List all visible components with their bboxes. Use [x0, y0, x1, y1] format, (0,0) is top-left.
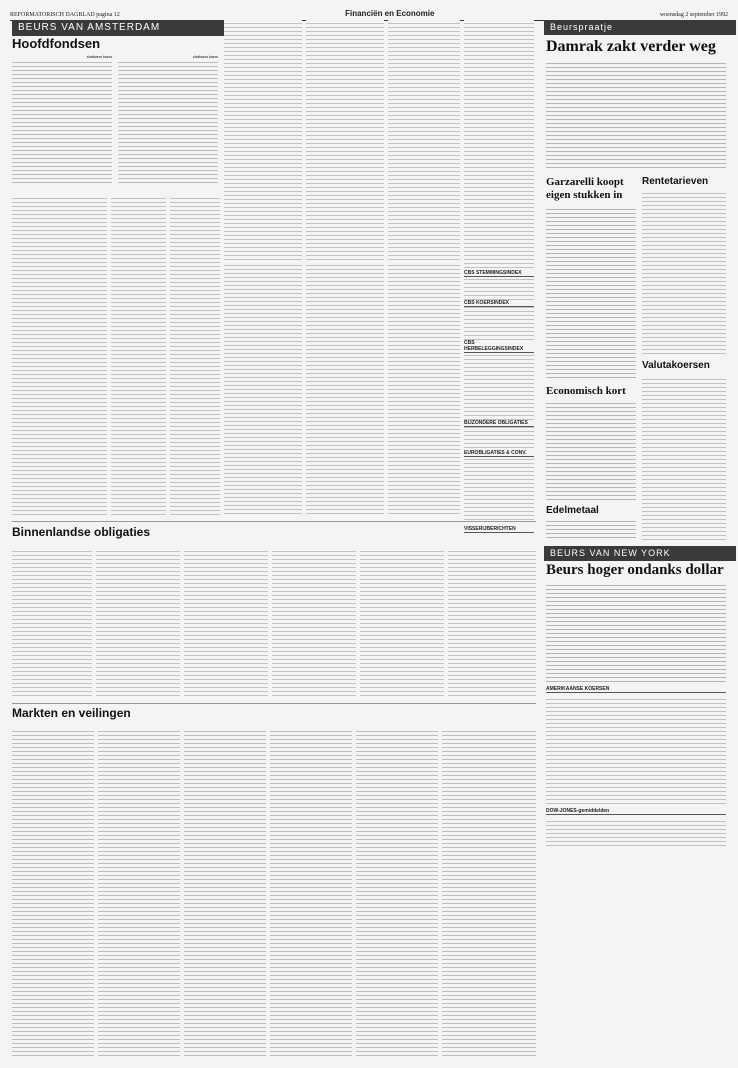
- listing-column-7: [170, 195, 220, 515]
- obligaties-column-1: [12, 548, 92, 698]
- hoofdfondsen-table-left: slotkoers koers: [12, 55, 112, 185]
- economisch-headline: Economisch kort: [546, 385, 626, 397]
- valuta-table: [642, 376, 726, 541]
- visserij-heading: VISSERIJBERICHTEN: [464, 526, 534, 533]
- obligaties-column-2: [96, 548, 180, 698]
- markten-column-5: [356, 728, 438, 1058]
- markten-column-1: [12, 728, 94, 1058]
- hoofdfondsen-heading: Hoofdfondsen: [12, 36, 101, 51]
- markten-column-2: [98, 728, 180, 1058]
- cbs-herbeleg-heading: CBS HERBELEGGINGSINDEX: [464, 340, 534, 353]
- edelmetaal-text: [546, 518, 636, 540]
- beurs-amsterdam-banner: BEURS VAN AMSTERDAM: [12, 20, 229, 36]
- new-york-headline: Beurs hoger ondanks dollar: [546, 562, 724, 578]
- cbs-stemming-heading: CBS STEMMINGSINDEX: [464, 270, 534, 277]
- rente-heading: Rentetarieven: [642, 176, 709, 187]
- listing-column-3: [388, 20, 460, 260]
- obligaties-column-6: [448, 548, 536, 698]
- masthead-left: REFORMATORISCH DAGBLAD pagina 12: [10, 12, 120, 18]
- listing-column-10: [388, 262, 460, 517]
- beurspraatje-banner: Beurspraatje: [544, 20, 736, 35]
- cbs-koers-heading: CBS KOERSINDEX: [464, 300, 534, 307]
- bijzondere-heading: BIJZONDERE OBLIGATIES: [464, 420, 534, 427]
- listing-column-8: [224, 262, 302, 517]
- new-york-banner: BEURS VAN NEW YORK: [544, 546, 736, 561]
- markten-column-4: [270, 728, 352, 1058]
- divider: [12, 521, 536, 522]
- valuta-heading: Valutakoersen: [642, 360, 710, 371]
- beurspraatje-headline: Damrak zakt verder weg: [546, 38, 716, 55]
- masthead-section: Financiën en Economie: [345, 9, 435, 18]
- economisch-article: [546, 400, 636, 500]
- amerikaanse-heading: AMERIKAANSE KOERSEN: [546, 686, 726, 693]
- eurobligaties-heading: EUROBLIGATIES & CONV.: [464, 450, 534, 457]
- listing-column-2: [306, 20, 384, 260]
- markten-column-6: [442, 728, 536, 1058]
- listing-column-5: [12, 195, 107, 515]
- listing-column-6: [111, 195, 166, 515]
- markten-heading: Markten en veilingen: [12, 706, 131, 720]
- binnenlandse-heading: Binnenlandse obligaties: [12, 525, 151, 539]
- hoofdfondsen-table-right: slotkoers koers: [118, 55, 218, 185]
- dow-table: [546, 818, 726, 848]
- listing-column-1: [224, 20, 302, 260]
- rente-table: [642, 190, 726, 355]
- obligaties-column-3: [184, 548, 268, 698]
- masthead-date: woensdag 2 september 1992: [659, 12, 728, 18]
- divider: [12, 703, 536, 704]
- beurspraatje-article: [546, 60, 726, 170]
- obligaties-column-4: [272, 548, 356, 698]
- listing-column-9: [306, 262, 384, 517]
- edelmetaal-heading: Edelmetaal: [546, 505, 599, 516]
- garzarelli-article: [546, 206, 636, 381]
- masthead: [10, 6, 728, 21]
- dow-heading: DOW-JONES-gemiddelden: [546, 808, 726, 815]
- amerikaanse-table: [546, 696, 726, 806]
- obligaties-column-5: [360, 548, 444, 698]
- markten-column-3: [184, 728, 266, 1058]
- garzarelli-headline: Garzarelli koopt eigen stukken in: [546, 176, 624, 201]
- new-york-article: [546, 582, 726, 682]
